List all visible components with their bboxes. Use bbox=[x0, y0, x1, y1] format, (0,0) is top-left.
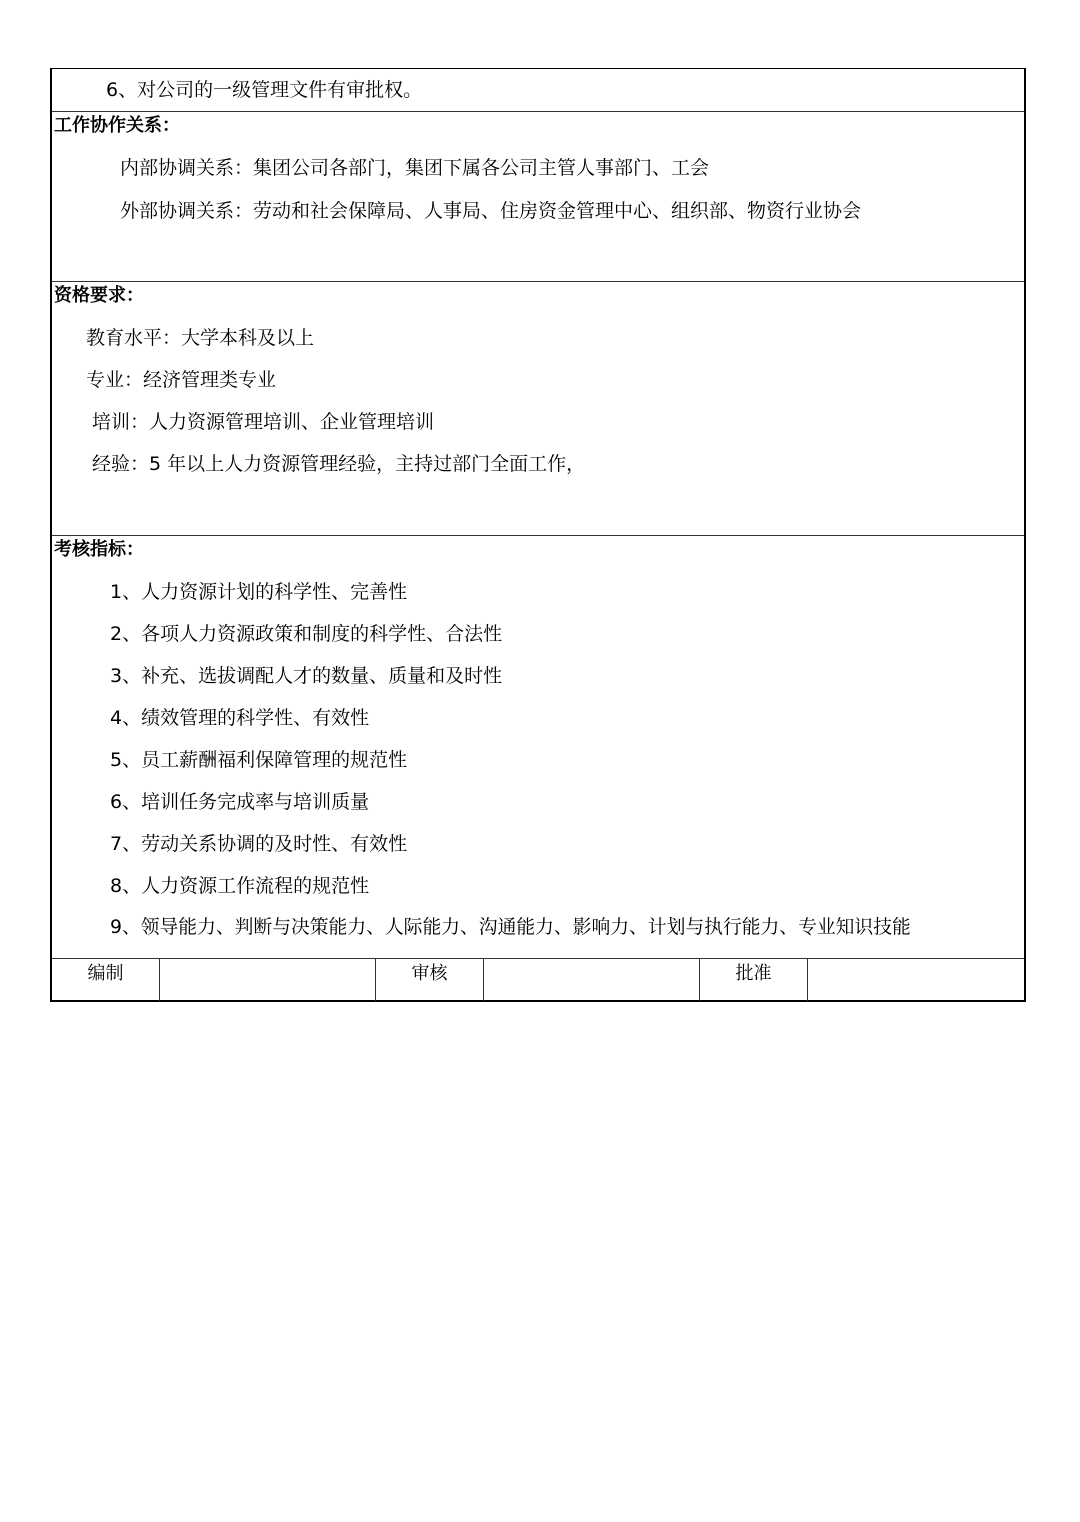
assessment-item: 4、绩效管理的科学性、有效性 bbox=[110, 707, 370, 729]
assessment-item: 5、员工薪酬福利保障管理的规范性 bbox=[110, 749, 408, 771]
assessment-heading: 考核指标： bbox=[54, 539, 144, 560]
reviewed-by-label: 审核 bbox=[376, 959, 484, 1001]
assessment-item: 7、劳动关系协调的及时性、有效性 bbox=[110, 833, 408, 855]
qualifications-section bbox=[52, 282, 1024, 536]
reviewed-by-field[interactable] bbox=[484, 959, 700, 1001]
cooperation-heading: 工作协作关系： bbox=[54, 115, 180, 136]
education-requirement: 教育水平：大学本科及以上 bbox=[86, 327, 315, 349]
assessment-item: 1、人力资源计划的科学性、完善性 bbox=[110, 581, 408, 603]
external-coordination: 外部协调关系：劳动和社会保障局、人事局、住房资金管理中心、组织部、物资行业协会 bbox=[120, 200, 862, 222]
internal-coordination: 内部协调关系：集团公司各部门，集团下属各公司主管人事部门、工会 bbox=[120, 157, 710, 179]
cooperation-section bbox=[52, 112, 1024, 282]
prepared-by-field[interactable] bbox=[160, 959, 376, 1001]
authority-item-6: 6、对公司的一级管理文件有审批权。 bbox=[106, 79, 423, 101]
major-requirement: 专业：经济管理类专业 bbox=[86, 369, 277, 391]
approved-by-label: 批准 bbox=[700, 959, 808, 1001]
authority-section bbox=[52, 69, 1024, 112]
assessment-item: 6、培训任务完成率与培训质量 bbox=[110, 791, 370, 813]
training-requirement: 培训：人力资源管理培训、企业管理培训 bbox=[92, 411, 435, 433]
qualifications-heading: 资格要求： bbox=[54, 285, 144, 306]
assessment-item: 3、补充、选拔调配人才的数量、质量和及时性 bbox=[110, 665, 503, 687]
assessment-item: 8、人力资源工作流程的规范性 bbox=[110, 875, 370, 897]
job-description-table bbox=[50, 68, 1026, 1002]
prepared-by-label: 编制 bbox=[52, 959, 160, 1001]
assessment-item: 2、各项人力资源政策和制度的科学性、合法性 bbox=[110, 623, 503, 645]
assessment-item: 9、领导能力、判断与决策能力、人际能力、沟通能力、影响力、计划与执行能力、专业知识技能 bbox=[110, 917, 911, 938]
assessment-section bbox=[52, 536, 1024, 959]
signoff-row bbox=[52, 959, 1024, 1001]
approved-by-field[interactable] bbox=[808, 959, 1024, 1001]
experience-requirement: 经验：5 年以上人力资源管理经验，主持过部门全面工作， bbox=[92, 453, 586, 475]
